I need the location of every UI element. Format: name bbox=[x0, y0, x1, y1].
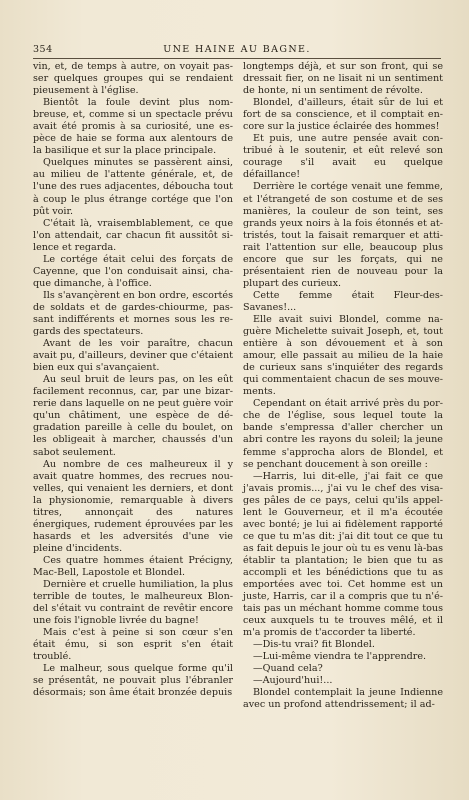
paragraph: Quelques minutes se passèrent ainsi, au milieu de l'attente générale, et, de l'une des rues adjacentes, déboucha tout à coup le plus étrange cortége que l'on pût voir. bbox=[33, 157, 233, 217]
left-column bbox=[33, 61, 233, 793]
paragraph: C'était là, vraisemblablement, ce que l'on attendait, car chacun fit aussitôt silence et regarda. bbox=[33, 217, 233, 253]
right-column bbox=[243, 61, 443, 793]
paragraph: Ces quatre hommes étaient Précigny, Mac-Bell, Lapostole et Blondel. bbox=[33, 554, 233, 578]
paragraph: Le malheur, sous quelque forme qu'il se présentât, ne pouvait plus l'ébranler désormais; son âme était bronzée depuis bbox=[33, 663, 233, 699]
paragraph: Blondel contemplait la jeune Indienne avec un profond attendrissement; il ad- bbox=[243, 687, 443, 711]
paragraph: —Harris, lui dit-elle, j'ai fait ce que j'avais promis..., j'ai vu le chef des visages pâles de ce pays, celui qu'ils appellent le Gouverneur, et il m'a écoutée avec bonté; je lui ai fidèlement rapporté ce que tu m'as dit: j'ai dit tout ce que tu as fait depuis le jour où tu es venu là-bas établir ta plantation; le bien que tu as accompli et les bénédictions que tu as emportées avec toi. Cet homme est un juste, Harris, car il a compris que tu n'étais pas un méchant homme comme tous ceux auxquels tu te trouves mêlé, et il m'a promis de t'accorder ta liberté. bbox=[243, 470, 443, 639]
paragraph: vin, et, de temps à autre, on voyait passer quelques groupes qui se rendaient pieusement à l'église. bbox=[33, 61, 233, 97]
paragraph: longtemps déjà, et sur son front, qui se dressait fier, on ne lisait ni un sentiment de honte, ni un sentiment de révolte. bbox=[243, 61, 443, 97]
page-number: 354 bbox=[33, 44, 53, 55]
paragraph: Le cortége était celui des forçats de Cayenne, que l'on conduisait ainsi, chaque dimanche, à l'office. bbox=[33, 253, 233, 289]
paragraph: Derrière le cortége venait une femme, et l'étrangeté de son costume et de ses manières, la couleur de son teint, ses grands yeux noirs à la fois étonnés et attristés, tout la faisait remarquer et attirait l'attention sur elle, beaucoup plus encore que sur les forçats, qui ne présentaient rien de nouveau pour la plupart des curieux. bbox=[243, 181, 443, 289]
paragraph: Blondel, d'ailleurs, était sûr de lui et fort de sa conscience, et il comptait encore sur la justice éclairée des hommes! bbox=[243, 97, 443, 133]
paragraph: Et puis, une autre pensée avait contribué à le soutenir, et eût relevé son courage s'il avait eu quelque défaillance! bbox=[243, 133, 443, 181]
text-columns bbox=[33, 61, 443, 793]
paragraph: Au nombre de ces malheureux il y avait quatre hommes, des recrues nouvelles, qui venaient les derniers, et dont la physionomie, remarquable à divers titres, annonçait des natures énergiques, rudement éprouvées par les hasards et les adversités d'une vie pleine d'incidents. bbox=[33, 458, 233, 554]
paragraph: —Dis-tu vrai? fit Blondel. bbox=[253, 639, 375, 651]
paragraph: —Aujourd'hui!... bbox=[253, 675, 333, 687]
paragraph: —Lui-même viendra te l'apprendre. bbox=[253, 651, 427, 663]
paragraph: —Quand cela? bbox=[253, 663, 323, 675]
paragraph: Avant de les voir paraître, chacun avait pu, d'ailleurs, deviner que c'étaient bien eux qui s'avançaient. bbox=[33, 338, 233, 374]
paragraph: Elle avait suivi Blondel, comme naguère Michelette suivait Joseph, et, tout entière à son dévouement et à son amour, elle passait au milieu de la haie de curieux sans s'inquiéter des regards qui commentaient chacun de ses mouvements. bbox=[243, 313, 443, 398]
running-title: UNE HAINE AU BAGNE. bbox=[163, 44, 311, 55]
paragraph: Dernière et cruelle humiliation, la plus terrible de toutes, le malheureux Blondel s'était vu contraint de revêtir encore une fois l'ignoble livrée du bagne! bbox=[33, 579, 233, 627]
paragraph: Au seul bruit de leurs pas, on les eût facilement reconnus, car, par une bizarrerie dans laquelle on ne peut guère voir qu'un châtiment, une espèce de dégradation pareille à celle du boulet, on les obligeait à marcher, chaussés d'un sabot seulement. bbox=[33, 374, 233, 458]
paragraph: Cette femme était Fleur-des-Savanes!... bbox=[243, 289, 443, 313]
paragraph: Ils s'avançèrent en bon ordre, escortés de soldats et de gardes-chiourme, passant indifférents et mornes sous les regards des spectateurs. bbox=[33, 289, 233, 338]
header-rule bbox=[33, 58, 441, 59]
paragraph: Mais c'est à peine si son cœur s'en était ému, si son esprit s'en était troublé. bbox=[33, 627, 233, 663]
paragraph: Bientôt la foule devint plus nombreuse, et, comme si un spectacle prévu avait été promis à sa curiosité, une espèce de haie se forma aux alentours de la basilique et sur la place principale. bbox=[33, 97, 233, 157]
paragraph: Cependant on était arrivé près du porche de l'église, sous lequel toute la bande s'empressa d'aller chercher un abri contre les rayons du soleil; la jeune femme s'approcha alors de Blondel, et se penchant doucement à son oreille : bbox=[243, 398, 443, 470]
